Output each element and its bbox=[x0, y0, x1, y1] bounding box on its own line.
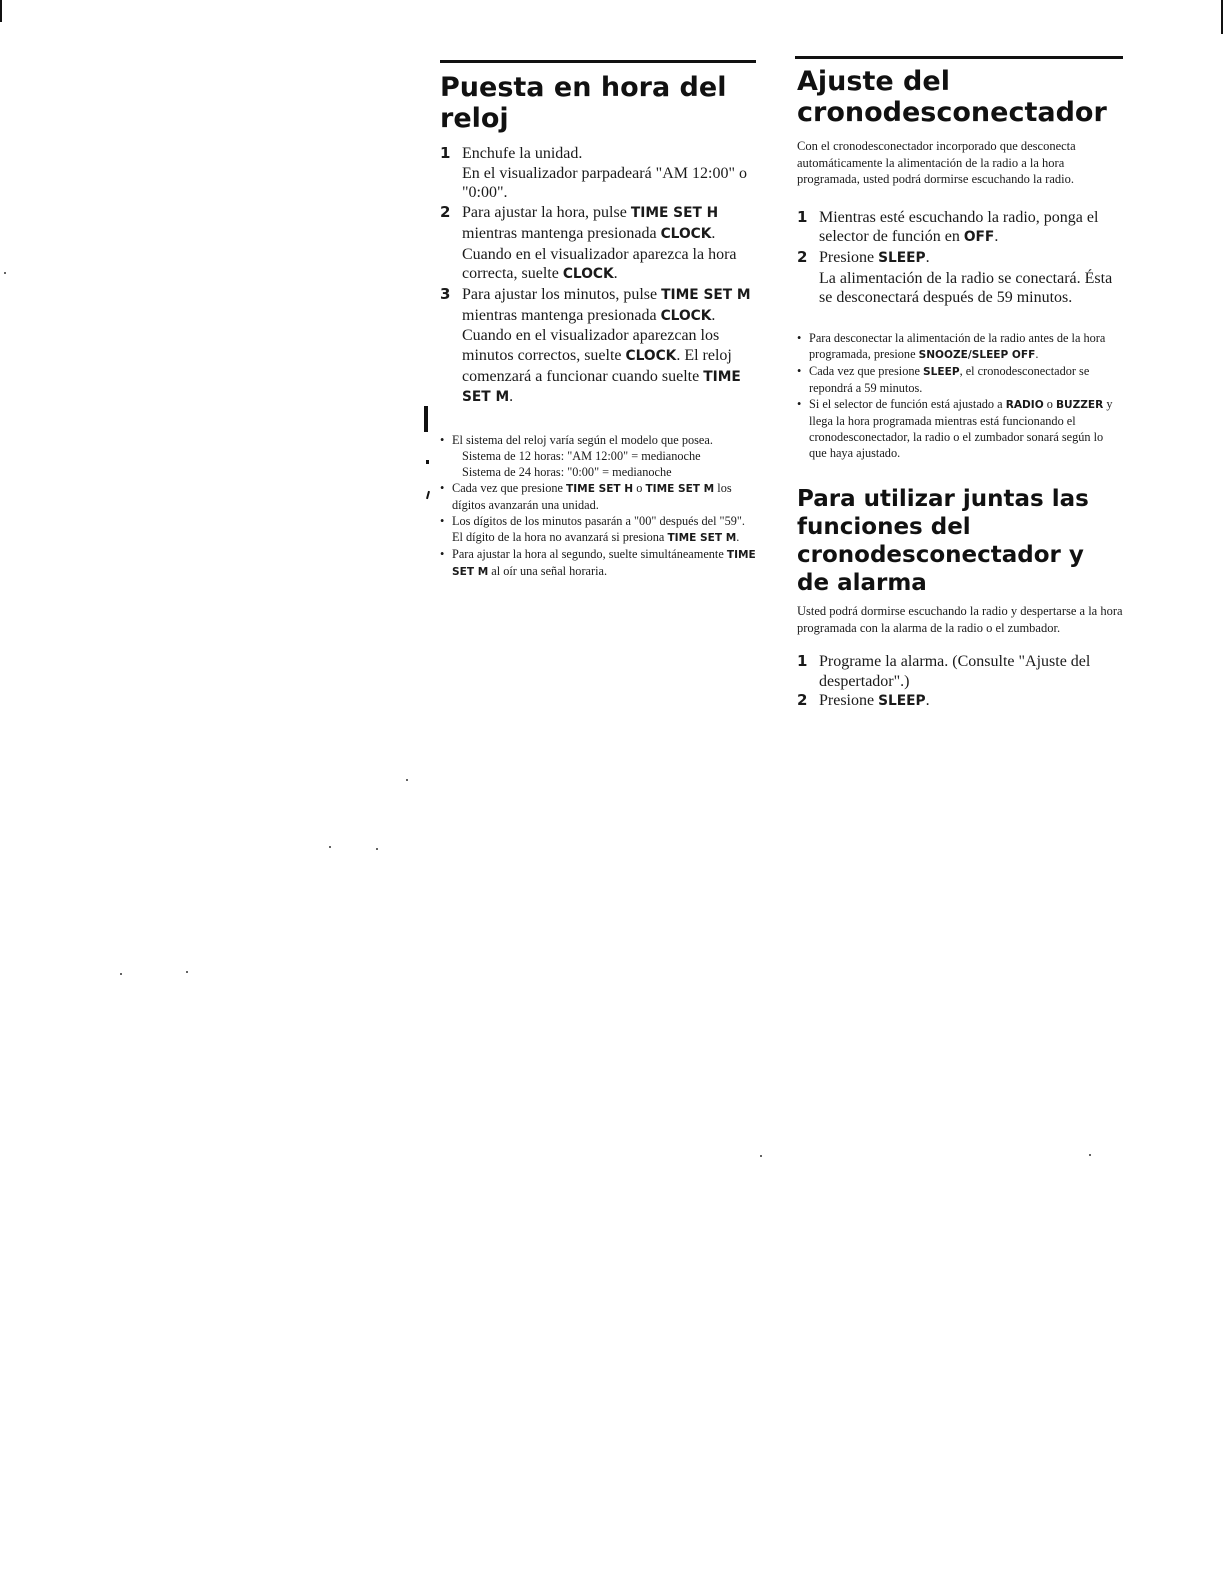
step-number: 2 bbox=[440, 203, 451, 222]
step-text: mientras mantenga presionada bbox=[462, 224, 661, 242]
step-text: . bbox=[925, 248, 930, 266]
scan-speck bbox=[760, 1155, 762, 1157]
scan-speck bbox=[186, 971, 188, 973]
sleep-note-1 bbox=[797, 330, 1123, 363]
step-number: 1 bbox=[797, 207, 808, 226]
note-text: , el cronodesconectador se repondrá a 59 minutos. bbox=[809, 364, 1090, 396]
note-text: o bbox=[633, 481, 646, 496]
step-text: . bbox=[925, 692, 930, 710]
step-text: . El reloj comenzará a funcionar cuando suelte bbox=[462, 347, 732, 385]
note-text: Los dígitos de los minutos pasarán a "00" después del "59". El dígito de la hora no avanzará si presiona bbox=[452, 514, 745, 545]
note-subline: Sistema de 12 horas: "AM 12:00" = medianoche bbox=[462, 449, 701, 464]
note-text: Para ajustar la hora al segundo, suelte simultáneamente bbox=[452, 547, 727, 562]
note-text: o bbox=[1043, 397, 1056, 412]
note-text: Si el selector de función está ajustado a bbox=[809, 397, 1006, 412]
combined-functions-intro: Usted podrá dormirse escuchando la radio y despertarse a la hora programada con la alarma de la radio o el zumbador. bbox=[797, 604, 1123, 635]
button-name: TIME SET M bbox=[462, 368, 741, 406]
button-name: BUZZER bbox=[1055, 399, 1104, 412]
combined-step-1 bbox=[797, 652, 1123, 691]
note-text: Para desconectar la alimentación de la radio antes de la hora programada, presione bbox=[809, 331, 1106, 362]
clock-step-3 bbox=[440, 285, 758, 408]
step-text: En el visualizador parpadeará "AM 12:00" o "0:00". bbox=[462, 164, 747, 202]
step-text: . Cuando en el visualizador aparezca la hora correcta, suelte bbox=[462, 224, 737, 283]
step-text: mientras mantenga presionada bbox=[462, 306, 661, 324]
scan-speck bbox=[329, 846, 331, 848]
scan-edge-mark bbox=[1221, 0, 1223, 34]
clock-setting-title: Puesta en hora del reloj bbox=[440, 72, 727, 134]
combined-functions-title: Para utilizar juntas las funciones del cronodesconectador y de alarma bbox=[797, 486, 1089, 597]
step-text: . bbox=[994, 228, 999, 246]
step-number: 2 bbox=[797, 691, 808, 710]
button-name: SLEEP bbox=[878, 693, 926, 710]
scan-speck bbox=[406, 779, 408, 781]
note-text: y llega la hora programada mientras está funcionando el cronodesconectador, la radio o el zumbador sonará según lo que haya ajustado. bbox=[809, 397, 1113, 461]
bullet: • bbox=[440, 481, 445, 496]
left-column bbox=[440, 72, 758, 580]
sleep-timer-intro: Con el cronodesconectador incorporado que desconecta automáticamente la alimentación de la radio a la hora programada, usted podrá dormirse escuchando la radio. bbox=[797, 139, 1076, 186]
button-name: TIME SET M bbox=[667, 532, 737, 545]
bullet: • bbox=[440, 547, 445, 562]
change-bar bbox=[424, 406, 428, 432]
bullet: • bbox=[440, 433, 445, 448]
note-subline: Sistema de 24 horas: "0:00" = medianoche bbox=[462, 465, 672, 480]
sleep-note-3 bbox=[797, 396, 1123, 461]
note-text: al oír una señal horaria. bbox=[488, 564, 608, 579]
sleep-notes bbox=[797, 330, 1123, 461]
step-number: 2 bbox=[797, 247, 808, 266]
right-top-rule bbox=[795, 56, 1123, 59]
step-text: Programe la alarma. (Consulte "Ajuste del despertador".) bbox=[819, 653, 1091, 690]
combined-steps bbox=[797, 652, 1123, 712]
bullet: • bbox=[797, 331, 802, 346]
step-number: 1 bbox=[797, 652, 808, 671]
scan-speck bbox=[120, 973, 122, 975]
button-name: TIME SET M bbox=[452, 549, 756, 579]
button-name: SNOOZE/SLEEP OFF bbox=[918, 349, 1036, 362]
sleep-steps bbox=[797, 208, 1123, 309]
step-text: Presione bbox=[819, 692, 879, 710]
step-text: . bbox=[509, 388, 514, 406]
clock-note-3 bbox=[440, 513, 758, 546]
button-name: SLEEP bbox=[923, 366, 960, 379]
step-number: 3 bbox=[440, 284, 451, 303]
scan-speck bbox=[426, 460, 429, 464]
note-text: . bbox=[736, 530, 740, 545]
sleep-step-1 bbox=[797, 208, 1123, 248]
clock-note-2 bbox=[440, 480, 758, 513]
note-text: Cada vez que presione bbox=[452, 481, 567, 496]
button-name: OFF bbox=[963, 229, 995, 246]
note-text: . bbox=[1035, 347, 1039, 362]
step-text: Mientras esté escuchando la radio, ponga el selector de función en bbox=[819, 208, 1099, 246]
button-name: TIME SET M bbox=[645, 483, 715, 496]
step-number: 1 bbox=[440, 144, 451, 162]
button-name: RADIO bbox=[1005, 399, 1044, 412]
scan-speck bbox=[1089, 1154, 1091, 1156]
scan-speck bbox=[376, 848, 378, 850]
step-text: La alimentación de la radio se conectará. Ésta se desconectará después de 59 minutos. bbox=[819, 269, 1113, 307]
bullet: • bbox=[797, 397, 802, 412]
clock-step-1 bbox=[440, 144, 758, 203]
right-column bbox=[797, 66, 1123, 712]
step-text: . bbox=[613, 265, 618, 283]
step-text: . Cuando en el visualizador aparezcan los minutos correctos, suelte bbox=[462, 306, 720, 365]
scan-speck bbox=[426, 491, 430, 499]
combined-step-2 bbox=[797, 691, 1123, 712]
scan-edge-mark bbox=[0, 0, 2, 22]
note-text: los dígitos avanzarán una unidad. bbox=[452, 481, 732, 513]
scan-speck bbox=[4, 272, 6, 274]
button-name: TIME SET H bbox=[630, 205, 719, 222]
clock-steps bbox=[440, 144, 758, 408]
sleep-note-2 bbox=[797, 363, 1123, 396]
clock-step-2 bbox=[440, 203, 758, 285]
step-text: Para ajustar los minutos, pulse bbox=[462, 285, 662, 303]
step-text: Presione bbox=[819, 248, 879, 266]
button-name: TIME SET M bbox=[661, 286, 751, 303]
note-text: Cada vez que presione bbox=[809, 364, 924, 379]
button-name: CLOCK bbox=[625, 348, 677, 365]
button-name: SLEEP bbox=[878, 249, 926, 266]
button-name: CLOCK bbox=[562, 266, 614, 283]
step-text: Para ajustar la hora, pulse bbox=[462, 204, 631, 222]
sleep-timer-title: Ajuste del cronodesconectador bbox=[797, 66, 1107, 128]
left-top-rule bbox=[440, 60, 756, 63]
clock-notes bbox=[440, 432, 758, 580]
note-text: El sistema del reloj varía según el modelo que posea. bbox=[452, 433, 713, 448]
button-name: CLOCK bbox=[660, 225, 712, 242]
button-name: TIME SET H bbox=[566, 483, 634, 496]
clock-note-4 bbox=[440, 546, 758, 580]
sleep-step-2 bbox=[797, 248, 1123, 308]
clock-note-1 bbox=[440, 432, 758, 480]
bullet: • bbox=[797, 364, 802, 379]
step-text: Enchufe la unidad. bbox=[462, 145, 583, 162]
bullet: • bbox=[440, 514, 445, 529]
button-name: CLOCK bbox=[660, 307, 712, 324]
